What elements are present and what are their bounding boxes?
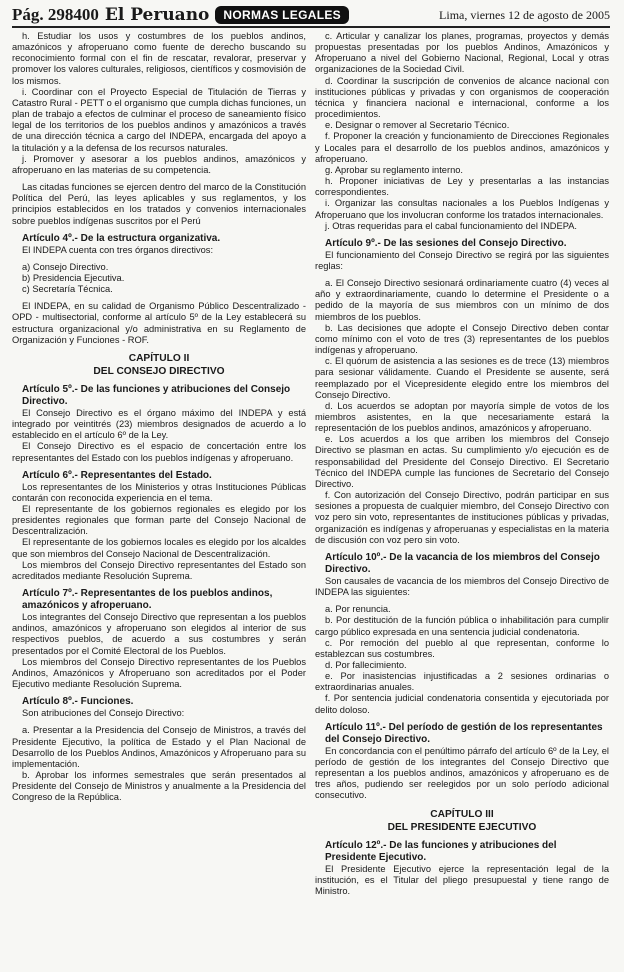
list-item: f. Con autorización del Consejo Directivo, podrán participar en sus sesiones a propuesta de cualquier miembro, del Consejo Directivo con voz pero sin voto, representantes de instituciones públicas y privadas, organización es indígenas y afroperuanas y especialistas en la materia de discusión con voz pero sin voto. (315, 490, 609, 545)
list-item: e. Los acuerdos a los que arriben los miembros del Consejo Directivo se plasman en actas. Su cumplimiento y/o ejecución es de responsabilidad del Presidente del Consejo Directivo. El Secretario Técnico del INDEPA cumple las funciones de Secretario del Consejo Directivo. (315, 434, 609, 489)
list-item: a. Por renuncia. (325, 604, 391, 615)
paragraph: El Consejo Directivo es el órgano máximo del INDEPA y está integrado por veintitrés (23) miembros designados de acuerdo a lo establecido en el artículo 6º de la Ley. (12, 407, 306, 441)
article-heading: Artículo 9º.- De las sesiones del Consejo Directivo. (325, 237, 567, 249)
left-column (12, 31, 306, 897)
paragraph: El funcionamiento del Consejo Directivo se regirá por las siguientes reglas: (315, 249, 609, 271)
paragraph: j. Promover y asesorar a los pueblos andinos, amazónicos y afroperuano en las materias de su competencia. (12, 153, 306, 175)
list-item: d. Por fallecimiento. (325, 659, 407, 670)
list-item: j. Otras requeridas para el cabal funcionamiento del INDEPA. (325, 220, 578, 231)
article-heading: Artículo 5º.- De las funciones y atribuciones del Consejo Directivo. (22, 383, 291, 407)
paragraph: Los miembros del Consejo Directivo representantes de los Pueblos Andinos, Amazónicos y Afroperuano son acreditados por el Poder Ejecutivo mediante Resolución Suprema. (12, 656, 306, 690)
list-item: a. Presentar a la Presidencia del Consejo de Ministros, a través del Presidente Ejecutivo, la política de Estado y el Plan Nacional de Desarrollo de los Pueblos Andinos, Amazónicos y Afroperuano para su implementación. (12, 725, 306, 769)
list-item: f. Proponer la creación y funcionamiento de Direcciones Regionales y Locales para el desarrollo de los pueblos andinos, amazónicos y afroperuano. (315, 131, 609, 164)
article-heading: Artículo 6º.- Representantes del Estado. (22, 469, 212, 481)
list-item: i. Organizar las consultas nacionales a los Pueblos Indígenas y Afroperuano que los involucran conforme los tratados internacionales. (315, 198, 609, 220)
paragraph: El Consejo Directivo es el espacio de concertación entre los representantes del Estado con los pueblos indígenas y afroperuano. (12, 441, 306, 463)
article-heading: Artículo 11º.- Del período de gestión de los representantes del Consejo Directivo. (325, 721, 603, 745)
list-item: f. Por sentencia judicial condenatoria consentida y ejecutoriada por delito doloso. (315, 693, 609, 715)
article-heading: Artículo 8º.- Funciones. (22, 696, 134, 708)
paragraph: h. Estudiar los usos y costumbres de los pueblos andinos, amazónicos y afroperuano como fuente de derecho buscando su reconocimiento formal con el fin de rescatar, revalorar, preservar y promover los valores culturales, religiosos, científicos y cosmovisión de los mismos. (12, 31, 306, 86)
chapter-title: CAPÍTULO III (430, 808, 494, 820)
list-item: h. Proponer iniciativas de Ley y presentarlas a las instancias correspondientes. (315, 176, 609, 198)
paragraph: Los representantes de los Ministerios y otras Instituciones Públicas contarán con reconocida experiencia en el tema. (12, 481, 306, 503)
chapter-title: CAPÍTULO II (128, 352, 190, 364)
issue-date: Lima, viernes 12 de agosto de 2005 (439, 7, 610, 22)
page-number: Pág. 298400 (12, 5, 99, 24)
article-heading: Artículo 12º.- De las funciones y atribuciones del Presidente Ejecutivo. (325, 839, 557, 863)
paragraph: Los integrantes del Consejo Directivo que representan a los pueblos andinos, amazónicos y afroperuano son elegidos al interior de sus respectivos pueblos, de acuerdo a sus costumbres y serán presentados por el Comité Electoral de los Pueblos. (12, 612, 306, 656)
paragraph: El Presidente Ejecutivo ejerce la representación legal de la institución, es el Titular del pliego presupuestal y tiene rango de Ministro. (315, 863, 609, 896)
list-item: b. Aprobar los informes semestrales que serán presentados al Presidente del Consejo de Ministros y anualmente a la Presidencia del Congreso de la República. (12, 769, 306, 803)
list-item: c. El quórum de asistencia a las sesiones es de trece (13) miembros para sesionar válidamente. Cuando el Presidente se ausente, será reemplazado por el Vicepresidente elegido entre los miembros del Consejo Directivo. (315, 356, 609, 400)
list-item: c) Secretaría Técnica. (22, 284, 113, 295)
paragraph: El representante de los gobiernos locales es elegido por los alcaldes que son miembros del Consejo Nacional de Descentralización. (12, 537, 306, 559)
list-item: d. Coordinar la suscripción de convenios de alcance nacional con instituciones públicas y privadas y con organismos de cooperación técnica y financiera nacional e internacional, conforme a los procedimientos. (315, 75, 609, 120)
list-item: e. Por inasistencias injustificadas a 2 sesiones ordinarias o extraordinarias anuales. (315, 671, 609, 693)
list-item: d. Los acuerdos se adoptan por mayoría simple de votos de los miembros asistentes, en la que necesariamente estará la representación de los pueblos andinos, amazónicos y afroperuano. (315, 400, 609, 434)
list-item: b) Presidencia Ejecutiva. (22, 272, 125, 283)
list-item: g. Aprobar su reglamento interno. (325, 164, 463, 175)
section-badge: NORMAS LEGALES (215, 6, 349, 24)
paragraph: Son causales de vacancia de los miembros del Consejo Directivo de INDEPA las siguientes: (315, 575, 609, 598)
paragraph: Los miembros del Consejo Directivo representantes del Estado son acreditados mediante Resolución Suprema. (12, 559, 306, 581)
chapter-subtitle: DEL PRESIDENTE EJECUTIVO (387, 821, 537, 833)
article-heading: Artículo 4º.- De la estructura organizativa. (22, 232, 221, 244)
article-heading: Artículo 7º.- Representantes de los pueblos andinos, amazónicos y afroperuano. (22, 588, 273, 612)
list-item: c. Por remoción del pueblo al que representan, conforme lo establezcan sus costumbres. (315, 637, 609, 659)
chapter-subtitle: DEL CONSEJO DIRECTIVO (93, 365, 225, 377)
list-item: b. Las decisiones que adopte el Consejo Directivo deben contar como mínimo con el voto de tres (3) representantes de los pueblos indígenas y afroperuano. (315, 322, 609, 356)
list-item: e. Designar o remover al Secretario Técnico. (325, 120, 510, 131)
paragraph: Son atribuciones del Consejo Directivo: (22, 708, 185, 719)
paragraph: El INDEPA, en su calidad de Organismo Público Descentralizado - OPD - multisectorial, conforme al artículo 5º de la Ley establecerá su estructura organizacional y/o administrativa en su Reglamento de Organización y Funciones - ROF. (12, 301, 306, 345)
paragraph: El representante de los gobiernos regionales es elegido por los presidentes regionales que forman parte del Consejo Nacional de Descentralización. (12, 504, 306, 537)
article-heading: Artículo 10º.- De la vacancia de los miembros del Consejo Directivo. (325, 551, 600, 575)
list-item: b. Por destitución de la función pública o inhabilitación para cumplir cargo público expresada en una sentencia judicial condenatoria. (315, 615, 609, 637)
paragraph: En concordancia con el penúltimo párrafo del artículo 6º de la Ley, el período de gestión de los integrantes del Consejo Directivo que representan a los pueblos andinos, amazónicos y afroperuano es de tres años, pudiendo ser reelegidos por un solo período adicional consecutivo. (315, 745, 609, 801)
page-header (12, 4, 610, 28)
list-item: a. El Consejo Directivo sesionará ordinariamente cuatro (4) veces al año y extraordinariamente, cuando lo determine el Presidente o a pedido de la mayoría de sus miembros con un mínimo de dos miembros de los pueblos. (315, 278, 609, 322)
paragraph: El INDEPA cuenta con tres órganos directivos: (22, 244, 214, 255)
list-item: a) Consejo Directivo. (22, 261, 109, 272)
list-item: c. Articular y canalizar los planes, programas, proyectos y demás propuestas presentadas por los pueblos Andinos, Amazónicos y Afroperuano a nivel del Gobierno Nacional, Regional, Local y otras organizaciones de la Sociedad Civil. (315, 31, 609, 75)
paragraph: i. Coordinar con el Proyecto Especial de Titulación de Tierras y Catastro Rural - PETT o el organismo que cumpla dichas funciones, un plan de trabajo a efectos de culminar el proceso de saneamiento físico legal de los territorios de los pueblos andinos y amazónicos a través de una dirección técnica a cargo del INDEPA, encargada del apoyo a la titulación y a la defensa de los recursos naturales. (12, 86, 306, 153)
paragraph: Las citadas funciones se ejercen dentro del marco de la Constitución Política del Perú, las leyes aplicables y sus reglamentos, y los principios establecidos en los tratados y convenios internacionales sobre pueblos indígenas suscritos por el Perú (12, 182, 306, 226)
right-column (315, 31, 609, 897)
newspaper-logo: El Peruano (104, 5, 210, 25)
article-columns (12, 31, 610, 897)
